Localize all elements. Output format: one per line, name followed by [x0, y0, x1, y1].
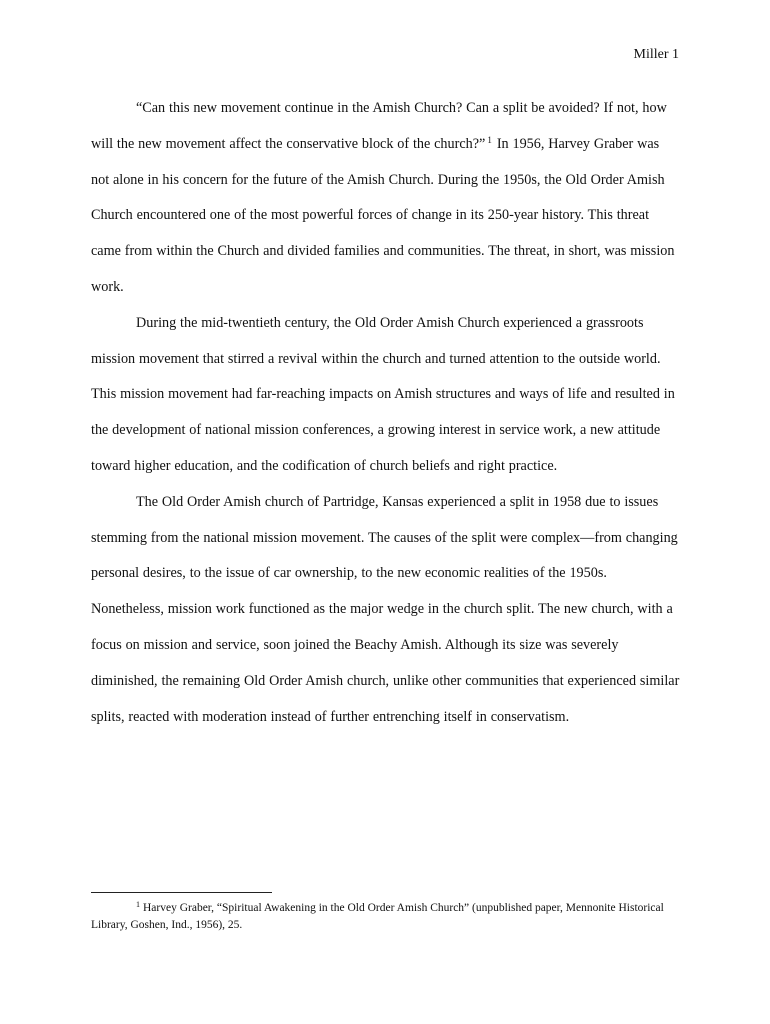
footnote-1: [91, 900, 681, 934]
paragraph-3: The Old Order Amish church of Partridge, Kansas experienced a split in 1958 due to issues stemming from the national mission movement. The causes of the split were complex—from changing personal desires, to the issue of car ownership, to the new economic realities of the 1950s. Nonetheless, mission work functioned as the major wedge in the church split. The new church, with a focus on mission and service, soon joined the Beachy Amish. Although its size was severely diminished, the remaining Old Order Amish church, unlike other communities that experienced similar splits, reacted with moderation instead of further entrenching itself in conservatism.: [91, 493, 680, 725]
paragraph-1: [91, 91, 681, 306]
footnote-marker: 1: [136, 900, 140, 909]
footnote-separator: [91, 892, 272, 893]
running-head: Miller 1: [633, 47, 679, 62]
footnote-reference-marker: 1: [487, 134, 492, 145]
paragraph-1-text-a: “Can this new movement continue in the Amish Church? Can a split be avoided? If not, how will the new movement affect the conservative block of the church?”: [91, 100, 667, 152]
paragraph-2: During the mid-twentieth century, the Old Order Amish Church experienced a grassroots mission movement that stirred a revival within the church and turned attention to the outside world. This mission movement had far-reaching impacts on Amish structures and ways of life and resulted in the development of national mission conferences, a growing interest in service work, a new attitude toward higher education, and the codification of church beliefs and right practice.: [91, 314, 675, 474]
paragraph-1-text-b: In 1956, Harvey Graber was not alone in his concern for the future of the Amish Church. During the 1950s, the Old Order Amish Church encountered one of the most powerful forces of change in its 250-year history. This threat came from within the Church and divided families and communities. The threat, in short, was mission work.: [91, 135, 675, 295]
body-text: [91, 91, 681, 735]
footnote-text: Harvey Graber, “Spiritual Awakening in the Old Order Amish Church” (unpublished paper, Mennonite Historical Library, Goshen, Ind., 1956), 25.: [91, 902, 664, 931]
